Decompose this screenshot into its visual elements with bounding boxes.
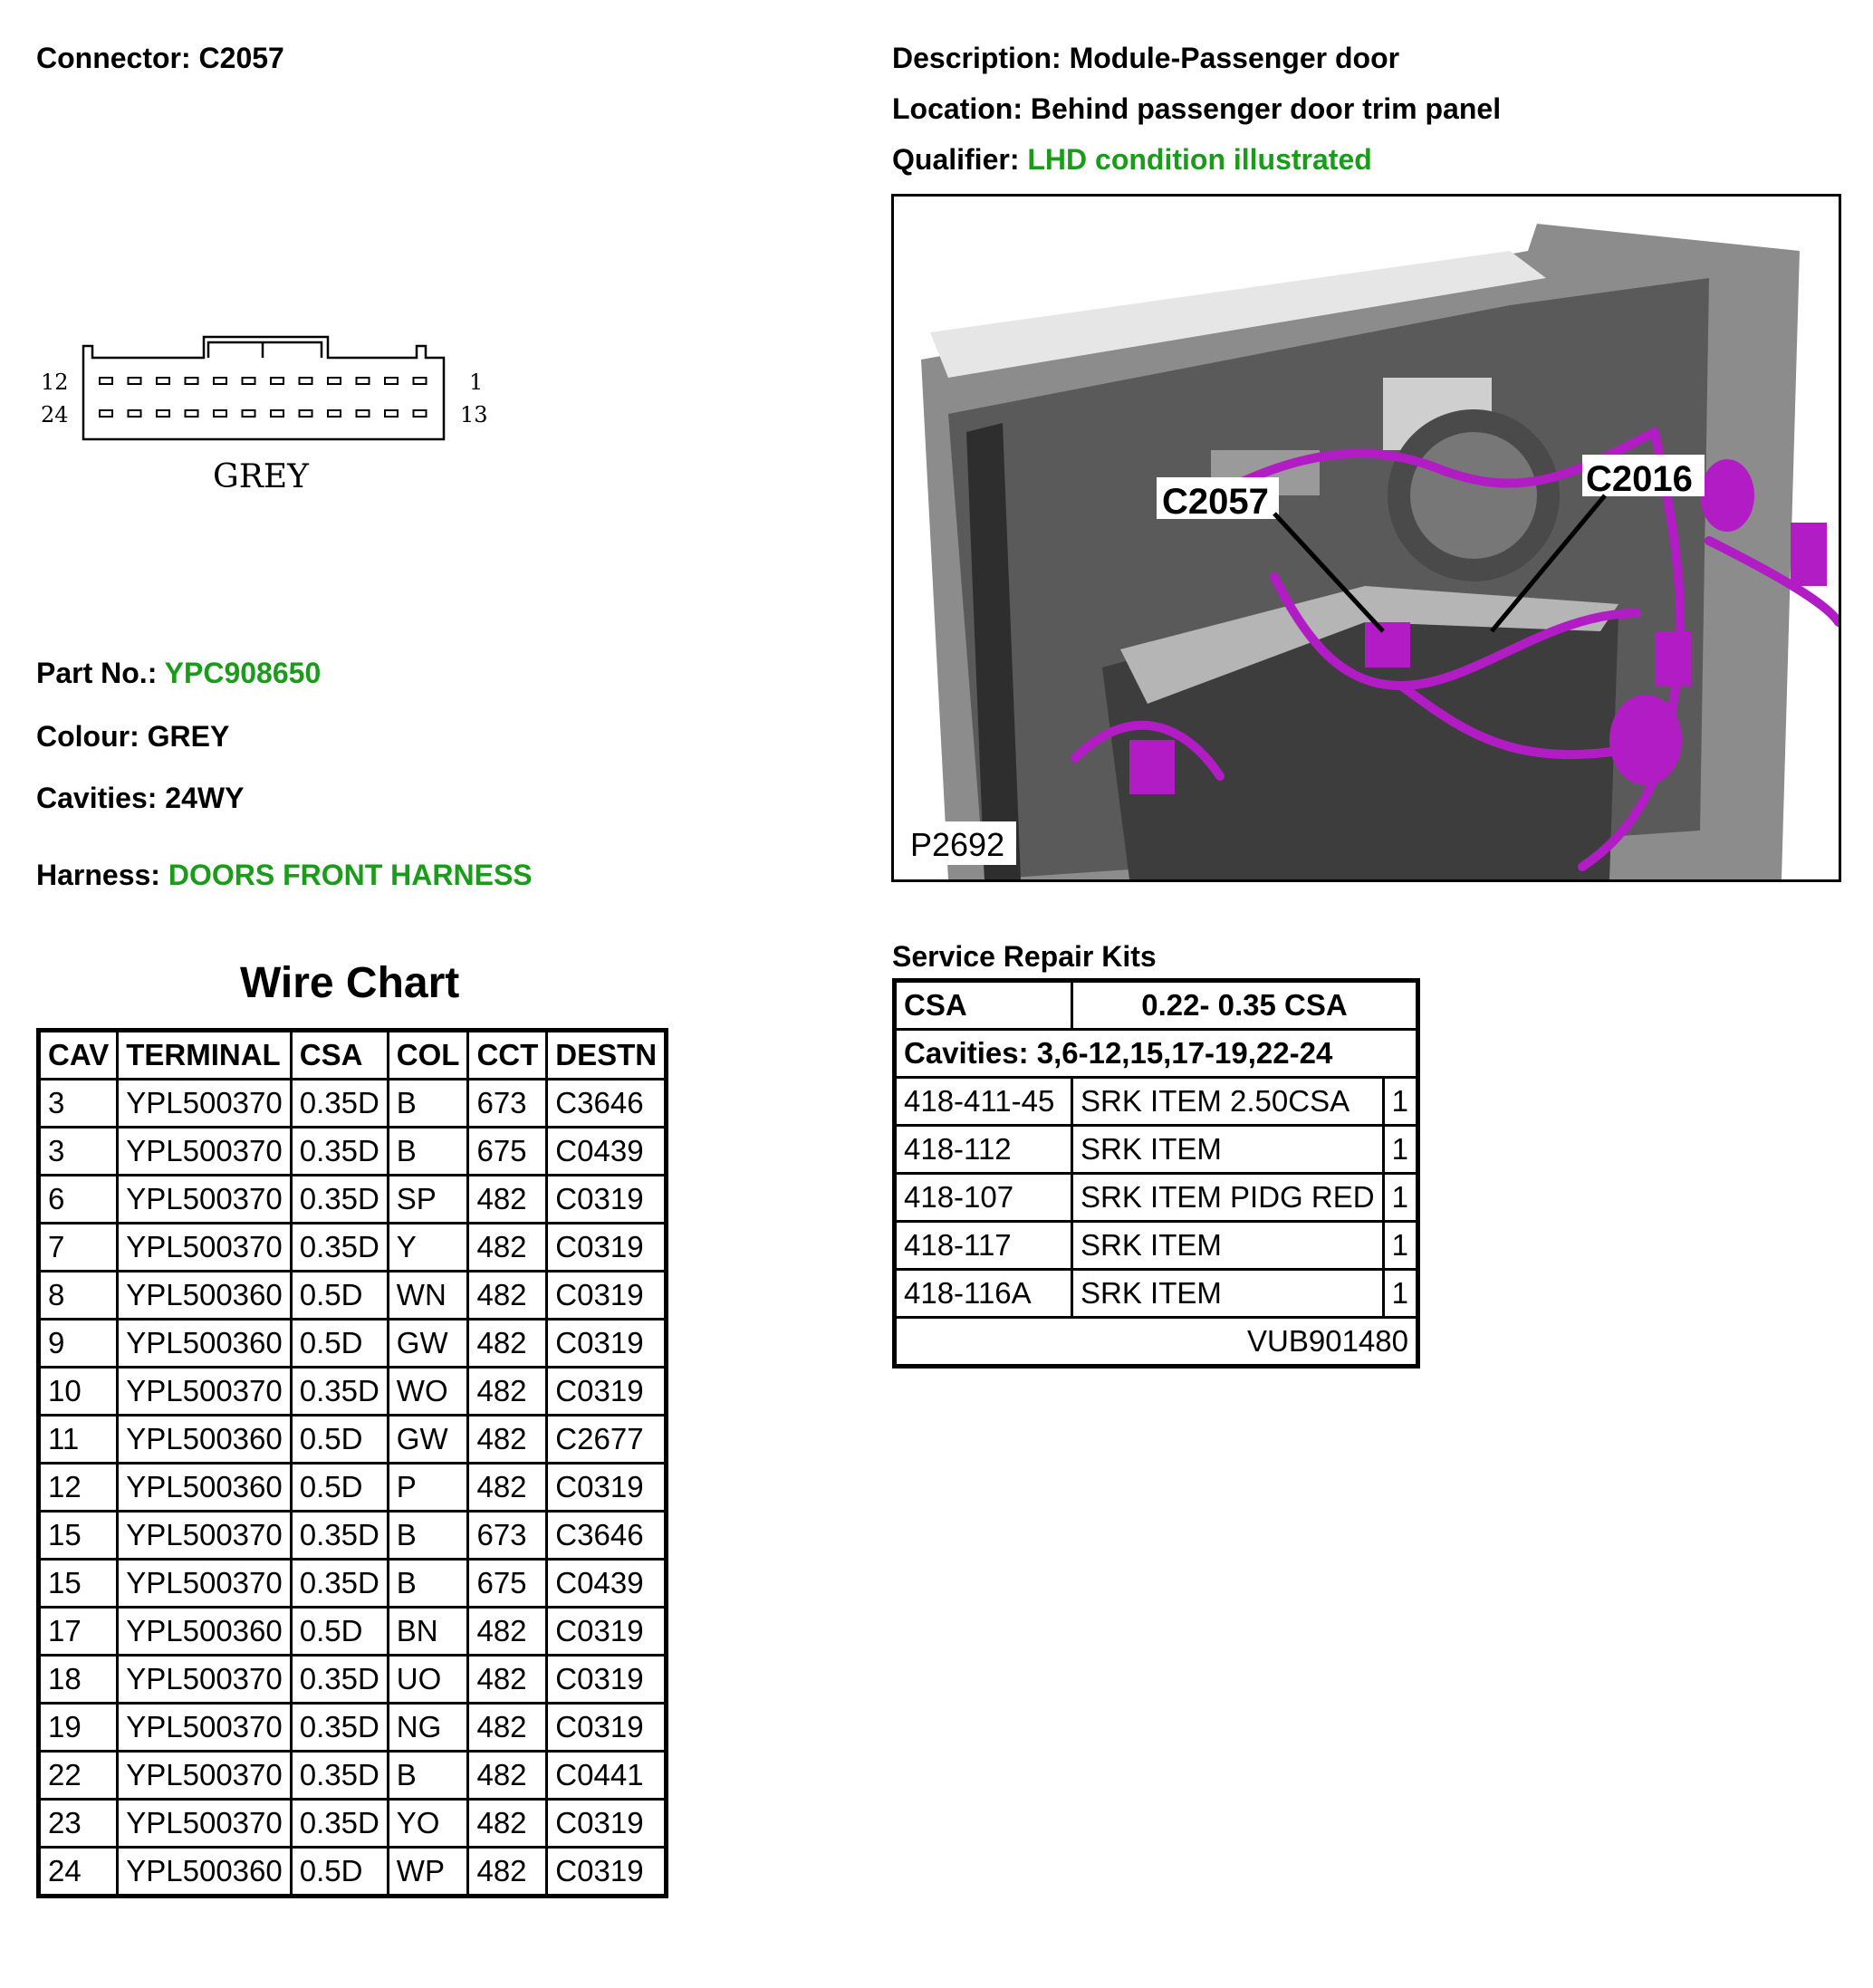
table-row: [39, 1512, 667, 1560]
wire-chart-cell: YPL500370: [118, 1752, 292, 1800]
wire-chart-cell: 0.5D: [291, 1464, 388, 1512]
wire-chart-cell: 0.5D: [291, 1848, 388, 1897]
wire-chart-cell: B: [388, 1128, 468, 1176]
table-row: [39, 1704, 667, 1752]
wire-chart-cell: 482: [468, 1416, 547, 1464]
wire-chart-cell: 0.35D: [291, 1704, 388, 1752]
wire-chart-cell: P: [388, 1464, 468, 1512]
wire-chart-cell: 24: [39, 1848, 118, 1897]
wire-chart-cell: YPL500370: [118, 1704, 292, 1752]
wire-chart-cell: 7: [39, 1224, 118, 1272]
wire-chart-cell: 12: [39, 1464, 118, 1512]
wire-chart-cell: 482: [468, 1656, 547, 1704]
srk-cell: 1: [1383, 1270, 1417, 1318]
srk-cell: 418-117: [895, 1222, 1072, 1270]
table-row: [39, 1464, 667, 1512]
wire-chart-cell: 482: [468, 1608, 547, 1656]
connector-pin: [157, 410, 169, 417]
door-location-illustration: [891, 194, 1841, 882]
table-row: [39, 1560, 667, 1608]
wire-chart-cell: 482: [468, 1464, 547, 1512]
wire-chart-cell: 482: [468, 1224, 547, 1272]
pin-label-24: 24: [41, 402, 69, 427]
wire-chart-cell: YPL500370: [118, 1224, 292, 1272]
srk-csa-value: 0.22- 0.35 CSA: [1072, 981, 1418, 1030]
callout-c2016: C2016: [1586, 459, 1693, 499]
connector-pin: [328, 378, 341, 384]
table-row: [39, 1656, 667, 1704]
wire-chart-header-cell: CCT: [468, 1031, 547, 1080]
wire-chart-cell: YPL500360: [118, 1848, 292, 1897]
wire-chart-cell: YPL500360: [118, 1320, 292, 1368]
connector-colour-label: GREY: [213, 458, 309, 495]
srk-cell: 418-112: [895, 1126, 1072, 1174]
srk-cell: 1: [1383, 1222, 1417, 1270]
wire-chart-cell: 8: [39, 1272, 118, 1320]
wire-chart-cell: C0319: [547, 1608, 667, 1656]
colour-info: Colour: GREY: [36, 720, 230, 753]
wire-chart-header-cell: DESTN: [547, 1031, 667, 1080]
wire-chart-header-cell: CSA: [291, 1031, 388, 1080]
srk-csa-label: CSA: [895, 981, 1072, 1030]
wire-chart-cell: 673: [468, 1512, 547, 1560]
wire-chart-cell: B: [388, 1080, 468, 1128]
pin-label-13: 13: [460, 402, 488, 427]
connector-pin: [129, 410, 141, 417]
connector-pin: [271, 378, 283, 384]
wire-chart-cell: 0.5D: [291, 1272, 388, 1320]
srk-cell: SRK ITEM: [1072, 1126, 1384, 1174]
cavities-info: Cavities: 24WY: [36, 782, 245, 814]
connector-pin: [300, 410, 312, 417]
connector-pin: [300, 378, 312, 384]
wire-chart-cell: 0.5D: [291, 1608, 388, 1656]
connector-pin: [243, 410, 255, 417]
table-row: [39, 1608, 667, 1656]
wire-chart-title: Wire Chart: [240, 959, 460, 1007]
connector-pin: [186, 378, 198, 384]
table-row: [895, 1270, 1418, 1318]
wire-chart-cell: BN: [388, 1608, 468, 1656]
wire-chart-cell: 482: [468, 1368, 547, 1416]
qualifier-heading: Qualifier: LHD condition illustrated: [892, 143, 1372, 176]
wire-chart-cell: 673: [468, 1080, 547, 1128]
wire-chart-cell: 15: [39, 1560, 118, 1608]
table-row: [39, 1128, 667, 1176]
wire-chart-cell: C3646: [547, 1080, 667, 1128]
connector-pin: [186, 410, 198, 417]
description-heading: Description: Module-Passenger door: [892, 42, 1400, 74]
wire-chart-cell: C0319: [547, 1272, 667, 1320]
wire-chart-cell: WO: [388, 1368, 468, 1416]
wire-chart-cell: NG: [388, 1704, 468, 1752]
table-row: [39, 1368, 667, 1416]
connector-face-diagram: [36, 326, 507, 507]
harness-info: Harness: DOORS FRONT HARNESS: [36, 859, 533, 891]
table-row: [895, 1078, 1418, 1126]
wire-chart-cell: GW: [388, 1416, 468, 1464]
wire-chart-cell: C0319: [547, 1224, 667, 1272]
wire-chart-cell: UO: [388, 1656, 468, 1704]
wire-chart-cell: 0.35D: [291, 1368, 388, 1416]
table-row: [39, 1800, 667, 1848]
wire-chart-cell: YPL500360: [118, 1416, 292, 1464]
srk-cell: 418-107: [895, 1174, 1072, 1222]
table-row: [895, 1222, 1418, 1270]
wire-chart-cell: WN: [388, 1272, 468, 1320]
wire-chart-cell: 482: [468, 1848, 547, 1897]
wire-chart-cell: GW: [388, 1320, 468, 1368]
wire-chart-cell: 482: [468, 1752, 547, 1800]
part-number: Part No.: YPC908650: [36, 657, 322, 689]
wire-chart-cell: 10: [39, 1368, 118, 1416]
connector-pin: [243, 378, 255, 384]
srk-cell: SRK ITEM PIDG RED: [1072, 1174, 1384, 1222]
connector-pin: [100, 378, 112, 384]
wire-chart-cell: 0.35D: [291, 1176, 388, 1224]
table-row: [39, 1752, 667, 1800]
table-row: [895, 1126, 1418, 1174]
srk-cavities: Cavities: 3,6-12,15,17-19,22-24: [895, 1030, 1418, 1078]
wire-chart-cell: C0319: [547, 1704, 667, 1752]
wire-chart-cell: B: [388, 1752, 468, 1800]
connector-pin: [357, 378, 370, 384]
wire-chart-cell: YO: [388, 1800, 468, 1848]
wire-chart-cell: YPL500370: [118, 1560, 292, 1608]
srk-table: [892, 978, 1420, 1369]
srk-cell: 418-116A: [895, 1270, 1072, 1318]
wire-chart-cell: YPL500360: [118, 1272, 292, 1320]
wire-chart-cell: 6: [39, 1176, 118, 1224]
wire-chart-cell: C0319: [547, 1368, 667, 1416]
connector-pin: [214, 410, 226, 417]
connector-pin: [414, 410, 427, 417]
srk-footer: VUB901480: [895, 1318, 1418, 1367]
wire-chart-cell: 0.5D: [291, 1416, 388, 1464]
wire-chart-cell: 0.35D: [291, 1752, 388, 1800]
illustration-ref: P2692: [910, 826, 1005, 863]
wire-chart-cell: C0439: [547, 1560, 667, 1608]
wire-chart-cell: YPL500370: [118, 1080, 292, 1128]
wire-chart-cell: SP: [388, 1176, 468, 1224]
wire-chart-cell: YPL500370: [118, 1512, 292, 1560]
wire-chart-cell: 0.35D: [291, 1224, 388, 1272]
wire-chart-cell: 482: [468, 1320, 547, 1368]
wire-chart-cell: 0.35D: [291, 1800, 388, 1848]
srk-cell: 418-411-45: [895, 1078, 1072, 1126]
wire-chart-cell: 23: [39, 1800, 118, 1848]
wire-chart-header-row: [39, 1031, 667, 1080]
table-row: [39, 1848, 667, 1897]
connector-pin: [271, 410, 283, 417]
wire-chart-cell: 18: [39, 1656, 118, 1704]
wire-chart-cell: C3646: [547, 1512, 667, 1560]
table-row: [39, 1080, 667, 1128]
wire-chart-cell: B: [388, 1560, 468, 1608]
callout-c2057: C2057: [1162, 482, 1269, 522]
wire-chart-cell: 9: [39, 1320, 118, 1368]
table-row: [39, 1272, 667, 1320]
wire-chart-cell: YPL500370: [118, 1176, 292, 1224]
wire-chart-cell: 0.35D: [291, 1080, 388, 1128]
connector-heading: Connector: C2057: [36, 42, 284, 74]
table-row: [895, 1174, 1418, 1222]
wire-chart-cell: 0.35D: [291, 1560, 388, 1608]
wire-chart-cell: C2677: [547, 1416, 667, 1464]
table-row: [39, 1416, 667, 1464]
connector-pin: [214, 378, 226, 384]
wire-chart-cell: 19: [39, 1704, 118, 1752]
pin-row-bottom: [100, 410, 427, 417]
srk-cell: 1: [1383, 1174, 1417, 1222]
wire-chart-cell: C0319: [547, 1656, 667, 1704]
pin-label-12: 12: [41, 370, 69, 395]
srk-cell: SRK ITEM: [1072, 1270, 1384, 1318]
connector-pin: [385, 410, 398, 417]
connector-pin: [100, 410, 112, 417]
wire-chart-cell: 482: [468, 1272, 547, 1320]
wire-chart-cell: 0.5D: [291, 1320, 388, 1368]
wire-chart-cell: C0439: [547, 1128, 667, 1176]
connector-pin: [328, 410, 341, 417]
connector-pin: [385, 378, 398, 384]
wire-chart-cell: B: [388, 1512, 468, 1560]
srk-cell: 1: [1383, 1078, 1417, 1126]
srk-cell: 1: [1383, 1126, 1417, 1174]
wire-chart-cell: YPL500370: [118, 1800, 292, 1848]
wire-chart-header-cell: CAV: [39, 1031, 118, 1080]
wire-chart-cell: WP: [388, 1848, 468, 1897]
wire-chart-cell: YPL500370: [118, 1128, 292, 1176]
wire-chart-cell: 482: [468, 1176, 547, 1224]
wire-chart-cell: 15: [39, 1512, 118, 1560]
wire-chart-cell: 482: [468, 1704, 547, 1752]
wire-chart-cell: C0319: [547, 1848, 667, 1897]
wire-chart-cell: 3: [39, 1080, 118, 1128]
wire-chart-header-cell: COL: [388, 1031, 468, 1080]
wire-chart-cell: 0.35D: [291, 1656, 388, 1704]
wire-chart-cell: C0319: [547, 1464, 667, 1512]
connector-pin: [414, 378, 427, 384]
wire-chart-cell: 11: [39, 1416, 118, 1464]
wire-chart-header-cell: TERMINAL: [118, 1031, 292, 1080]
wire-chart-cell: 22: [39, 1752, 118, 1800]
wire-chart-cell: 0.35D: [291, 1128, 388, 1176]
wire-chart-cell: C0441: [547, 1752, 667, 1800]
wire-chart-cell: 482: [468, 1800, 547, 1848]
wire-chart-cell: YPL500360: [118, 1464, 292, 1512]
wire-chart-cell: Y: [388, 1224, 468, 1272]
location-heading: Location: Behind passenger door trim panel: [892, 92, 1502, 125]
srk-title: Service Repair Kits: [892, 940, 1157, 973]
wire-chart-cell: YPL500370: [118, 1368, 292, 1416]
pin-row-top: [100, 378, 427, 384]
connector-pin: [157, 378, 169, 384]
table-row: [39, 1320, 667, 1368]
wire-chart-cell: 675: [468, 1560, 547, 1608]
connector-pin: [357, 410, 370, 417]
wire-chart-cell: 675: [468, 1128, 547, 1176]
wire-chart-cell: 0.35D: [291, 1512, 388, 1560]
table-row: [39, 1224, 667, 1272]
wire-chart-cell: C0319: [547, 1800, 667, 1848]
srk-cell: SRK ITEM: [1072, 1222, 1384, 1270]
wire-chart-cell: C0319: [547, 1176, 667, 1224]
wire-chart-cell: YPL500370: [118, 1656, 292, 1704]
wire-chart-cell: 17: [39, 1608, 118, 1656]
srk-cell: SRK ITEM 2.50CSA: [1072, 1078, 1384, 1126]
wire-chart-table: [36, 1028, 668, 1898]
pin-label-1: 1: [469, 370, 484, 395]
table-row: [39, 1176, 667, 1224]
connector-pin: [129, 378, 141, 384]
wire-chart-cell: C0319: [547, 1320, 667, 1368]
wire-chart-cell: YPL500360: [118, 1608, 292, 1656]
wire-chart-cell: 3: [39, 1128, 118, 1176]
